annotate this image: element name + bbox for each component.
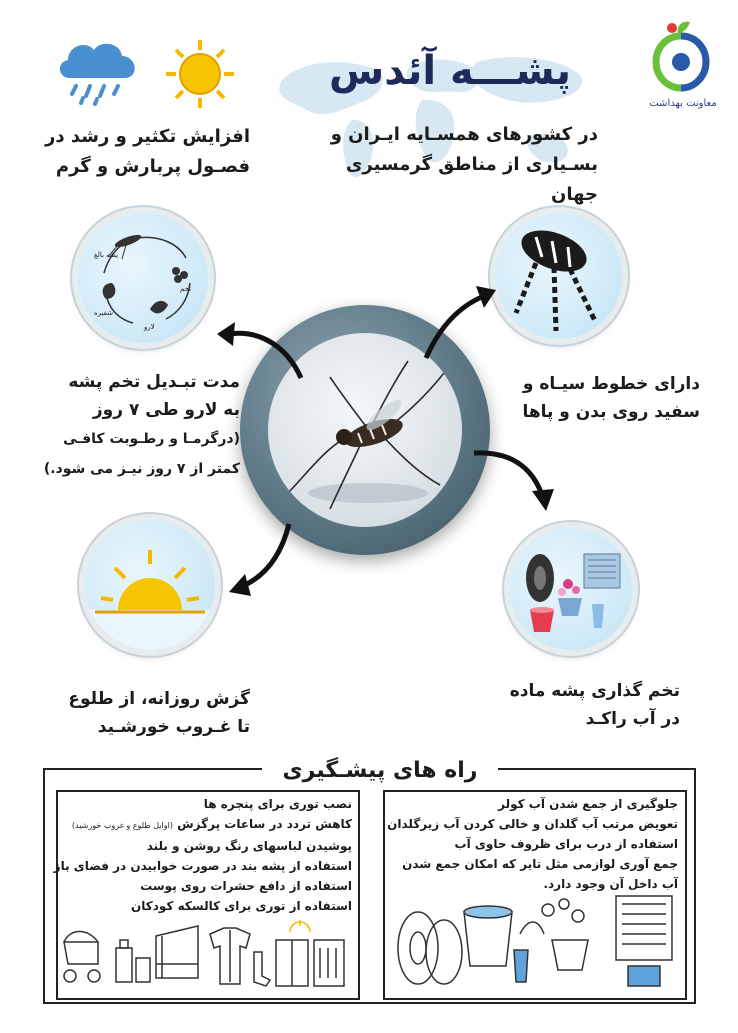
sunrise-icon [85, 520, 215, 650]
list-item: آب داخل آن وجود دارد. [543, 877, 678, 891]
stage-adult-label: پشه بالغ [94, 251, 119, 259]
list-item: جلوگیری از جمع شدن آب کولر [498, 797, 678, 811]
environmental-prevention-icons [388, 890, 680, 994]
bucket-icon [464, 906, 512, 966]
shirt-icon [210, 928, 250, 984]
stripes-description: دارای خطوط سیـاه و سفید روی بدن و پاها [522, 374, 700, 422]
stage-larva-label: لارو [144, 323, 155, 331]
flower-pot-icon [558, 579, 582, 616]
list-item: جمع آوری لوازمی مثل تایر که امکان جمع شدن [402, 857, 678, 871]
lifecycle-note: (درگرمـا و رطـوبت کافـی کمتر از ۷ روز نیـز می شود.) [43, 431, 240, 477]
lifecycle-diagram [78, 213, 208, 343]
striped-legs-circle [496, 213, 622, 339]
list-item: نصب توری برای پنجره ها [203, 797, 352, 811]
air-cooler-icon [584, 554, 620, 588]
daytime-biting-circle [85, 520, 215, 650]
personal-prevention-icons [58, 918, 354, 994]
stage-egg-label: تخم [180, 285, 192, 293]
list-item: استفاده از توری برای کالسکه کودکان [131, 899, 352, 913]
subtitle: در کشورهای همسـایه ایـران و بسـیاری از مناطق گرمسیری جهان [330, 124, 598, 205]
personal-prevention-list [53, 794, 352, 916]
eggs-description: تخم گذاری پشه ماده در آب راکـد [509, 681, 680, 729]
weather-description: افزایش تکثیر و رشد در فصـول پربارش و گرم [45, 126, 250, 177]
curved-arrow-icon [225, 520, 295, 600]
prevention-title: راه های پیشـگیری [262, 758, 498, 783]
brand-logo-icon [648, 18, 714, 94]
flower-pot-icon [514, 899, 588, 982]
list-item: استفاده از دافع حشرات روی پوست [140, 879, 352, 893]
list-item: استفاده از درب برای ظروف حاوی آب [454, 837, 678, 851]
curved-arrow-icon [470, 445, 560, 515]
curved-arrow-icon [420, 282, 500, 362]
tire-icon [398, 912, 462, 984]
repellent-icon [116, 940, 150, 982]
rain-cloud-icon [52, 36, 144, 106]
breeding-sites-icons [510, 528, 632, 650]
window-screen-icon [276, 920, 310, 986]
stagnant-water-circle [510, 528, 632, 650]
lifecycle-description: مدت تبـدیل تخم پشه به لارو طی ۷ روز [68, 372, 240, 420]
list-item: تعویض مرتب آب گلدان و خالی کردن آب زیرگلدان [387, 817, 678, 831]
bed-net-icon [156, 926, 198, 978]
brand-name: معاونت بهداشت [649, 98, 717, 109]
sun-icon [164, 38, 236, 110]
biting-description: گزش روزانه، از طلوع تا غـروب خورشـید [68, 689, 250, 737]
list-item: پوشیدن لباسهای رنگ روشن و بلند [146, 839, 352, 853]
tire-icon [526, 554, 554, 602]
environmental-prevention-list [388, 794, 678, 894]
page-title: پشـــه آئدس [329, 48, 571, 94]
list-item: استفاده از پشه بند در صورت خوابیدن در فضای باز [53, 859, 352, 873]
stage-pupa-label: شفیره [94, 309, 114, 317]
lifecycle-circle [78, 213, 208, 343]
air-cooler-icon [616, 896, 672, 986]
bucket-icon [530, 607, 554, 632]
mosquito-closeup-icon [496, 213, 622, 339]
list-item: کاهش تردد در ساعات پرگزش (اوایل طلوع و غروب خورشید) [71, 817, 352, 831]
stroller-icon [64, 932, 100, 983]
socks-icon [254, 952, 270, 986]
